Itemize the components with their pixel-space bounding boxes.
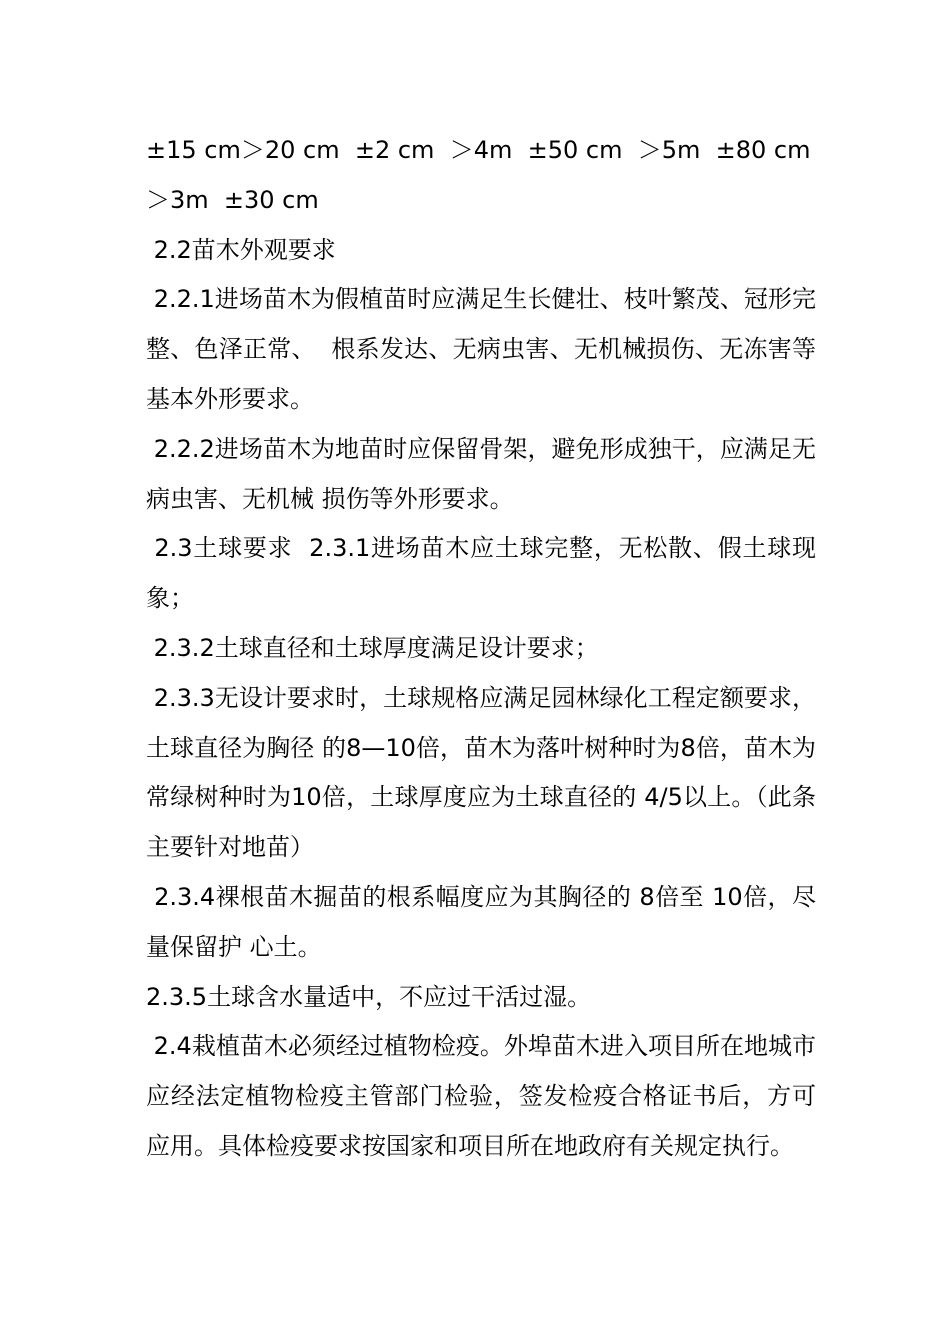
clause-2-2-1: 2.2.1进场苗木为假植苗时应满足生长健壮、枝叶繁茂、冠形完整、色泽正常、 根系发达、无病虫害、无机械损伤、无冻害等基本外形要求。	[146, 285, 816, 413]
clause-2-3-2: 2.3.2土球直径和土球厚度满足设计要求；	[146, 633, 599, 662]
section-2-3-clause-2-3-1: 2.3土球要求 2.3.1进场苗木应土球完整，无松散、假土球现象；	[146, 534, 816, 613]
clause-2-2-2: 2.2.2进场苗木为地苗时应保留骨架，避免形成独干，应满足无病虫害、无机械 损伤等外形要求。	[146, 434, 816, 513]
clause-2-3-5: 2.3.5土球含水量适中，不应过干活过湿。	[146, 982, 592, 1011]
spec-tolerance-line: ±15 cm＞20 cm ±2 cm ＞4m ±50 cm ＞5m ±80 cm ＞3m ±30 cm	[146, 136, 826, 214]
clause-2-4: 2.4栽植苗木必须经过植物检疫。外埠苗木进入项目所在地城市应经法定植物检疫主管部门检验，签发检疫合格证书后，方可应用。具体检疫要求按国家和项目所在地政府有关规定执行。	[146, 1032, 816, 1160]
section-2-2-heading: 2.2苗木外观要求	[146, 235, 336, 264]
document-body	[146, 126, 826, 1172]
clause-2-3-3: 2.3.3无设计要求时，土球规格应满足园林绿化工程定额要求，土球直径为胸径 的8—10倍，苗木为落叶树种时为8倍，苗木为常绿树种时为10倍，土球厚度应为土球直径的 4/5以上。（此条主要针对地苗）	[146, 683, 816, 862]
clause-2-3-4: 2.3.4裸根苗木掘苗的根系幅度应为其胸径的 8倍至 10倍，尽量保留护 心土。	[146, 882, 816, 961]
